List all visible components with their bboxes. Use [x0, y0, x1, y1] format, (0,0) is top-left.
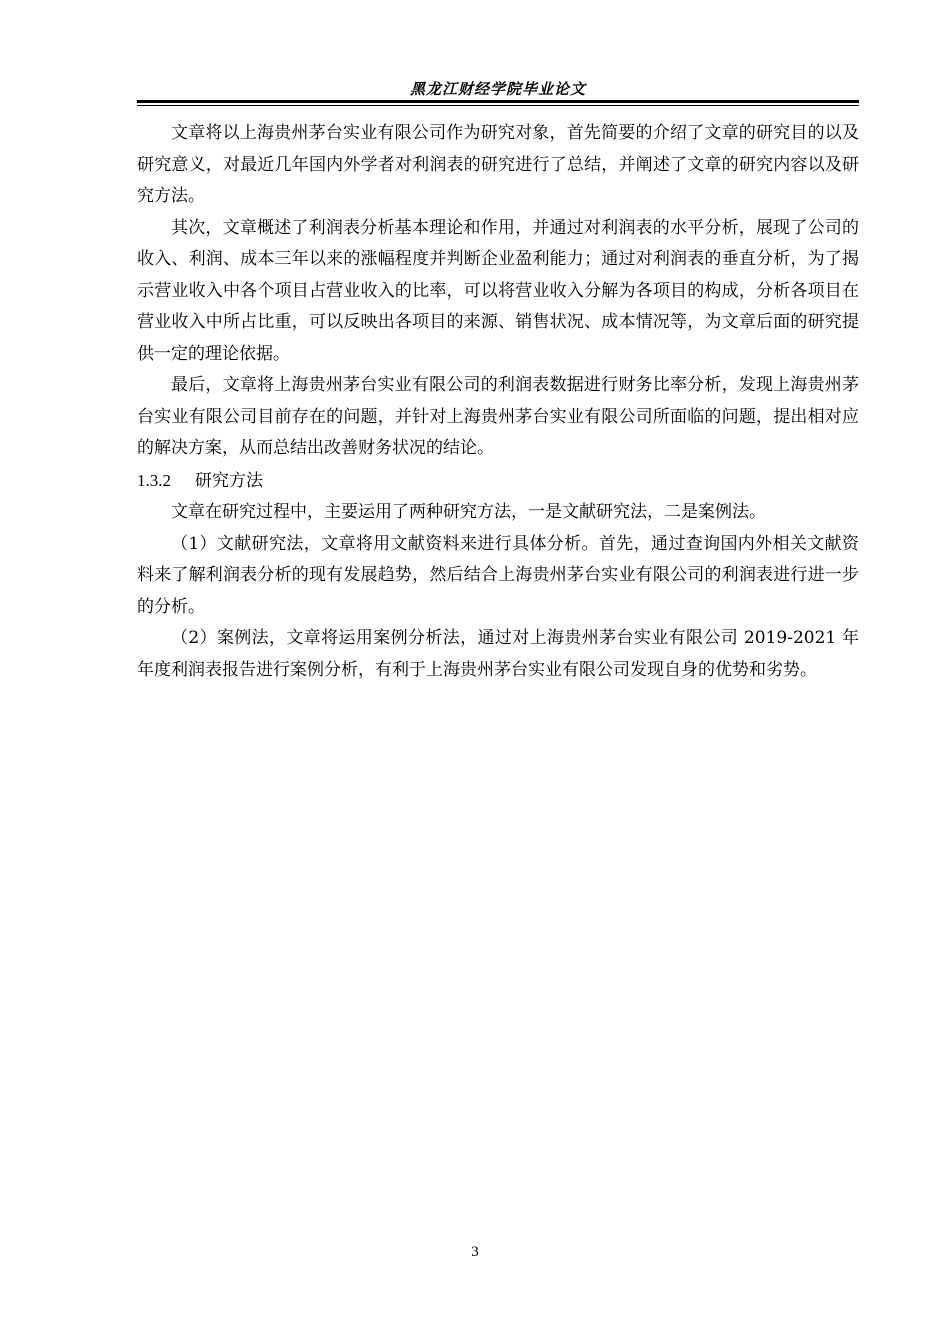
page-number: 3: [471, 1244, 479, 1260]
section-title: 研究方法: [195, 470, 263, 491]
header-rule-thick: [137, 100, 859, 103]
paragraph-research-object: 文章将以上海贵州茅台实业有限公司作为研究对象，首先简要的介绍了文章的研究目的以及研究意义，对最近几年国内外学者对利润表的研究进行了总结，并阐述了文章的研究内容以及研究方法。: [137, 123, 859, 206]
paragraph-literature-method: （1）文献研究法，文章将用文献资料来进行具体分析。首先，通过查询国内外相关文献资料来了解利润表分析的现有发展趋势，然后结合上海贵州茅台实业有限公司的利润表进行进一步的分析。: [137, 533, 859, 617]
paragraph-theory-overview: 其次，文章概述了利润表分析基本理论和作用，并通过对利润表的水平分析，展现了公司的收入、利润、成本三年以来的涨幅程度并判断企业盈利能力；通过对利润表的垂直分析，为了揭示营业收入中各个项目占营业收入的比率，可以将营业收入分解为各项目的构成，分析各项目在营业收入中所占比重，可以反映出各项目的来源、销售状况、成本情况等，为文章后面的研究提供一定的理论依据。: [137, 217, 859, 364]
paragraph-case-method: （2）案例法，文章将运用案例分析法，通过对上海贵州茅台实业有限公司 2019-2021 年年度利润表报告进行案例分析，有利于上海贵州茅台实业有限公司发现自身的优势和劣势。: [137, 628, 859, 680]
header-rule-thin: [137, 105, 859, 106]
paragraph-ratio-analysis: 最后，文章将上海贵州茅台实业有限公司的利润表数据进行财务比率分析，发现上海贵州茅台实业有限公司目前存在的问题，并针对上海贵州茅台实业有限公司所面临的问题，提出相对应的解决方案，从而总结出改善财务状况的结论。: [137, 375, 859, 458]
paragraph-methods-intro: 文章在研究过程中，主要运用了两种研究方法，一是文献研究法，二是案例法。: [171, 502, 766, 522]
body-text: [137, 118, 859, 686]
page-header: 黑龙江财经学院毕业论文: [409, 80, 586, 98]
section-number: 1.3.2: [137, 470, 171, 490]
section-heading: [137, 465, 859, 498]
